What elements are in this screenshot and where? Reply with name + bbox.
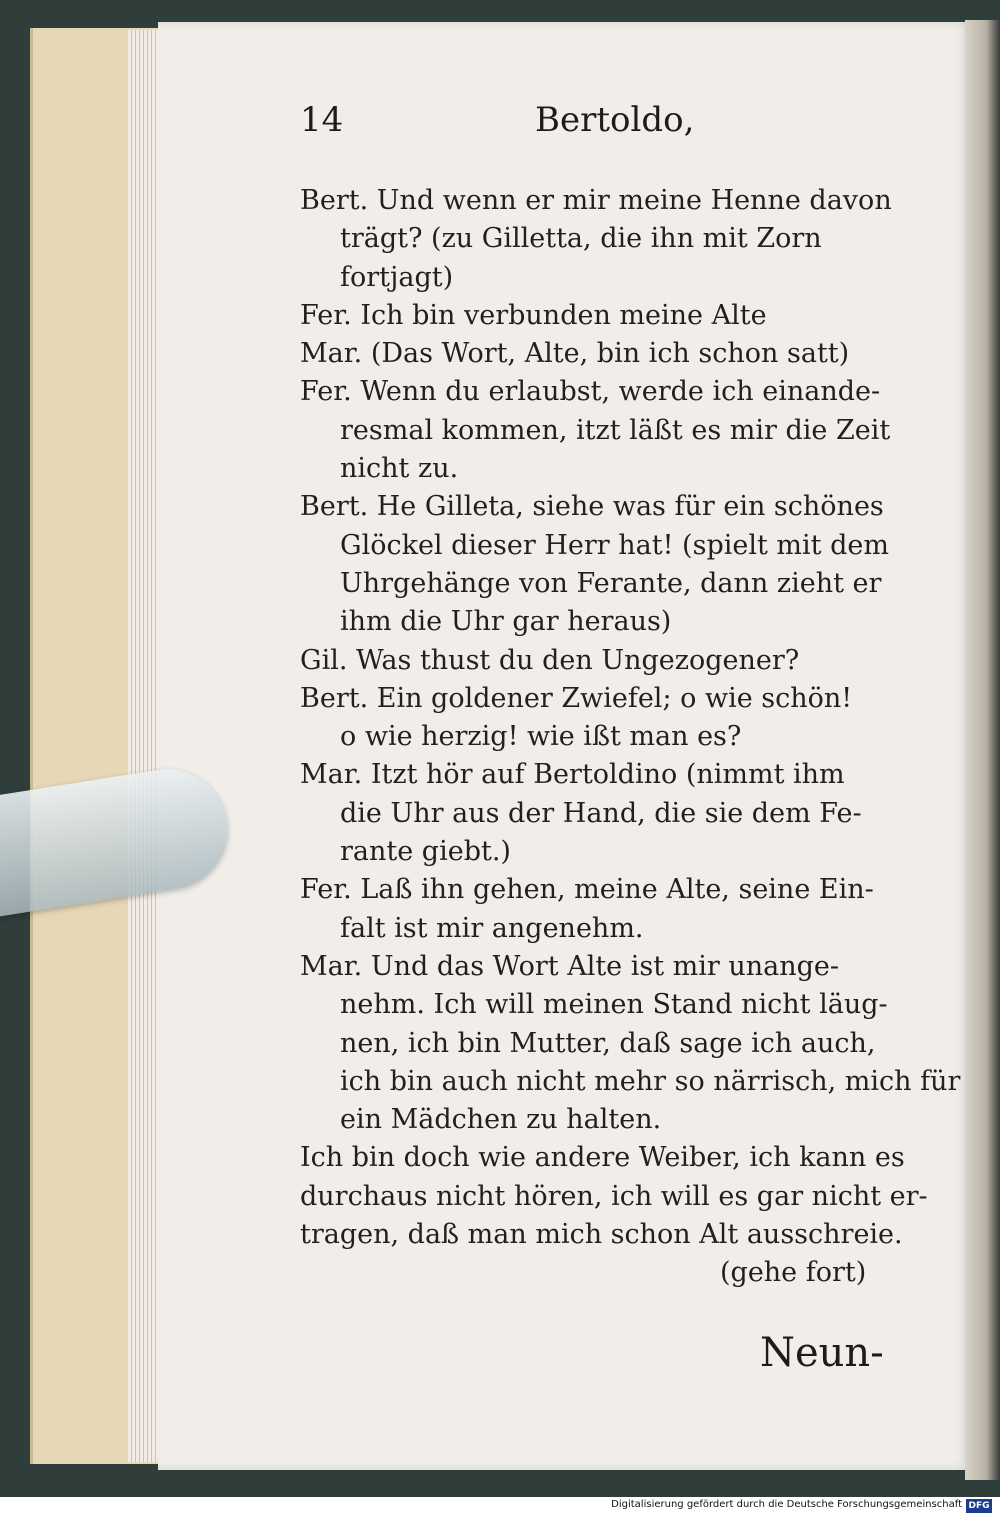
text-line: Bert. He Gilleta, siehe was für ein schönes	[300, 491, 884, 523]
running-head: Bertoldo,	[535, 100, 695, 140]
text-line: o wie herzig! wie ißt man es?	[340, 721, 742, 753]
text-line: die Uhr aus der Hand, die sie dem Fe-	[340, 797, 862, 829]
footer-credit: Digitalisierung gefördert durch die Deutsche Forschungsgemeinschaft	[611, 1499, 962, 1510]
text-line: Mar. Itzt hör auf Bertoldino (nimmt ihm	[300, 759, 845, 791]
catchword: Neun-	[760, 1330, 884, 1376]
text-line: ihm die Uhr gar heraus)	[340, 606, 672, 638]
footer-bar	[0, 1497, 1000, 1516]
text-line: Ich bin doch wie andere Weiber, ich kann es	[300, 1142, 905, 1174]
page-header	[300, 100, 940, 150]
text-line: falt ist mir angenehm.	[340, 912, 644, 944]
page-number: 14	[300, 100, 344, 140]
text-line: Gil. Was thust du den Ungezogener?	[300, 644, 800, 676]
dfg-logo-icon: DFG	[966, 1499, 992, 1513]
text-line: nehm. Ich will meinen Stand nicht läug-	[340, 989, 888, 1021]
text-line: rante giebt.)	[340, 836, 511, 868]
text-line: Fer. Ich bin verbunden meine Alte	[300, 299, 767, 331]
text-line: ich bin auch nicht mehr so närrisch, mich für	[340, 1065, 961, 1097]
text-line: durchaus nicht hören, ich will es gar nicht er-	[300, 1180, 928, 1212]
text-line: trägt? (zu Gilletta, die ihn mit Zorn	[340, 223, 822, 255]
text-line: fortjagt)	[340, 261, 454, 293]
text-line: Bert. Und wenn er mir meine Henne davon	[300, 185, 892, 216]
text-line: Fer. Wenn du erlaubst, werde ich einande-	[300, 376, 881, 408]
text-line: Fer. Laß ihn gehen, meine Alte, seine Ein-	[300, 874, 874, 906]
text-line: tragen, daß man mich schon Alt ausschreie.	[300, 1219, 903, 1251]
text-line: Uhrgehänge von Ferante, dann zieht er	[340, 567, 882, 599]
text-line: Glöckel dieser Herr hat! (spielt mit dem	[340, 529, 889, 561]
body-text	[300, 182, 961, 1293]
text-line: Bert. Ein goldener Zwiefel; o wie schön!	[300, 682, 853, 714]
text-line: resmal kommen, itzt läßt es mir die Zeit	[340, 414, 891, 446]
text-line: nicht zu.	[340, 453, 459, 485]
book-gutter	[965, 20, 1000, 1480]
text-line: (gehe fort)	[720, 1257, 867, 1289]
text-line: nen, ich bin Mutter, daß sage ich auch,	[340, 1027, 876, 1059]
text-line: ein Mädchen zu halten.	[340, 1104, 662, 1136]
text-line: Mar. (Das Wort, Alte, bin ich schon satt)	[300, 338, 850, 370]
text-line: Mar. Und das Wort Alte ist mir unange-	[300, 950, 840, 982]
